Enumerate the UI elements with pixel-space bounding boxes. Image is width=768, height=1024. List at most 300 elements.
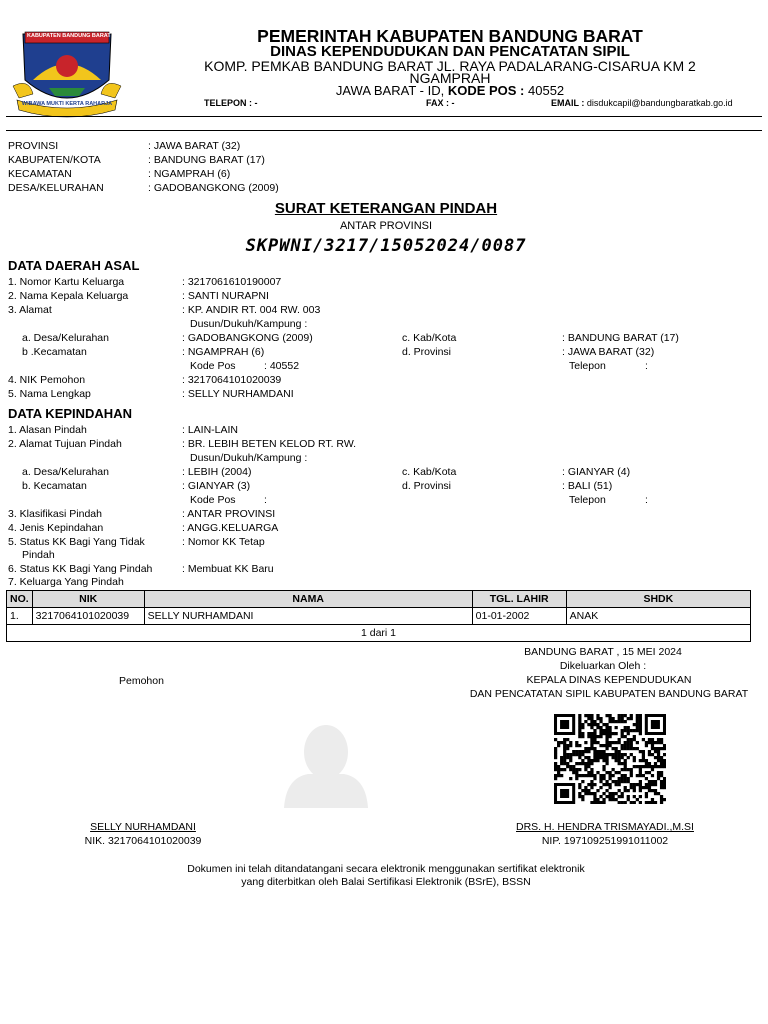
qr-module [657, 777, 660, 780]
qr-module [605, 747, 608, 750]
qr-module [596, 717, 599, 720]
qr-module [624, 786, 627, 789]
qr-module [624, 741, 627, 744]
qr-module [621, 777, 624, 780]
pagination-text: 1 dari 1 [7, 625, 751, 642]
qr-module [663, 780, 666, 783]
qr-module [645, 759, 648, 762]
col-tgl-lahir: TGL. LAHIR [472, 591, 566, 608]
qr-module [627, 795, 630, 798]
asal-alamat-label: 3. Alamat [8, 304, 52, 316]
qr-module [627, 726, 630, 729]
pindah-kabkota-label: c. Kab/Kota [402, 466, 457, 478]
qr-module [633, 801, 636, 804]
asal-desa-value: : GADOBANGKONG (2009) [182, 332, 313, 344]
qr-module [599, 786, 602, 789]
qr-module [608, 726, 611, 729]
qr-module [618, 759, 621, 762]
qr-module [618, 714, 621, 717]
qr-module [575, 753, 578, 756]
qr-module [639, 720, 642, 723]
qr-module [660, 795, 663, 798]
qr-module [654, 747, 657, 750]
qr-module [596, 756, 599, 759]
qr-module [608, 792, 611, 795]
qr-module [566, 738, 569, 741]
qr-module [608, 798, 611, 801]
qr-module [663, 762, 666, 765]
qr-module [615, 750, 618, 753]
qr-module [593, 801, 596, 804]
qr-module [663, 777, 666, 780]
qr-module [554, 747, 557, 750]
qr-module [663, 747, 666, 750]
qr-module [636, 798, 639, 801]
qr-module [630, 801, 633, 804]
qr-module [624, 744, 627, 747]
qr-module [660, 765, 663, 768]
qr-module [584, 750, 587, 753]
qr-module [578, 753, 581, 756]
qr-module [663, 783, 666, 786]
qr-module [615, 792, 618, 795]
qr-module [590, 783, 593, 786]
qr-module [615, 720, 618, 723]
asal-nik-label: 4. NIK Pemohon [8, 374, 86, 386]
qr-module [599, 720, 602, 723]
qr-module [590, 723, 593, 726]
qr-module [578, 750, 581, 753]
qr-module [605, 795, 608, 798]
qr-module [615, 759, 618, 762]
qr-module [657, 753, 660, 756]
qr-module [578, 756, 581, 759]
qr-module [615, 753, 618, 756]
asal-kk-value: : 3217061610190007 [182, 276, 282, 288]
qr-module [581, 735, 584, 738]
qr-module [587, 783, 590, 786]
pindah-status-tidak-value: : Nomor KK Tetap [182, 536, 265, 548]
qr-module [633, 723, 636, 726]
qr-module [608, 771, 611, 774]
qr-module [605, 759, 608, 762]
asal-nik-value: : 3217064101020039 [182, 374, 282, 386]
qr-module [663, 753, 666, 756]
qr-module [627, 717, 630, 720]
qr-module [639, 717, 642, 720]
qr-module [618, 780, 621, 783]
qr-module [572, 771, 575, 774]
qr-module [657, 738, 660, 741]
header-government: PEMERINTAH KABUPATEN BANDUNG BARAT [257, 26, 643, 46]
qr-module [651, 738, 654, 741]
header-email-label: EMAIL : [551, 98, 585, 108]
pindah-alasan-label: 1. Alasan Pindah [8, 424, 87, 436]
qr-module [651, 789, 654, 792]
qr-module [618, 777, 621, 780]
qr-module [587, 714, 590, 717]
qr-module [584, 768, 587, 771]
qr-module [624, 735, 627, 738]
qr-module [654, 741, 657, 744]
qr-module [593, 729, 596, 732]
qr-module [587, 723, 590, 726]
qr-module [587, 789, 590, 792]
header-address: KOMP. PEMKAB BANDUNG BARAT JL. RAYA PADALARANG-CISARUA KM 2 [204, 58, 696, 74]
asal-telepon-label: Telepon [569, 360, 606, 372]
region-kabupaten-value: : BANDUNG BARAT (17) [148, 154, 265, 166]
qr-module [578, 714, 581, 717]
qr-module [554, 765, 557, 768]
col-no: NO. [7, 591, 33, 608]
qr-module [590, 717, 593, 720]
qr-module [618, 795, 621, 798]
qr-module [618, 762, 621, 765]
qr-module [663, 744, 666, 747]
official-nip: NIP. 197109251991011002 [541, 835, 669, 847]
qr-module [645, 792, 648, 795]
qr-module [615, 780, 618, 783]
qr-module [648, 783, 651, 786]
qr-module [581, 750, 584, 753]
qr-module [605, 723, 608, 726]
qr-module [621, 768, 624, 771]
qr-module [560, 756, 563, 759]
qr-module [660, 783, 663, 786]
qr-module [581, 732, 584, 735]
qr-module [651, 753, 654, 756]
qr-module [654, 783, 657, 786]
region-kabupaten-label: KABUPATEN/KOTA [8, 154, 101, 166]
qr-module [590, 786, 593, 789]
qr-module [602, 783, 605, 786]
header-province: JAWA BARAT - ID, [335, 83, 448, 98]
qr-module [624, 729, 627, 732]
qr-module [624, 726, 627, 729]
qr-module [645, 762, 648, 765]
logo-title-text: KABUPATEN BANDUNG BARAT [27, 33, 111, 39]
asal-nama-value: : SELLY NURHAMDANI [182, 388, 294, 400]
pindah-kecamatan-value: : GIANYAR (3) [182, 480, 251, 492]
qr-module [627, 798, 630, 801]
qr-module [648, 762, 651, 765]
qr-module [612, 732, 615, 735]
asal-kk-label: 1. Nomor Kartu Keluarga [8, 276, 125, 288]
qr-module [587, 759, 590, 762]
qr-module [639, 765, 642, 768]
header-province-postcode [140, 83, 760, 98]
qr-module [578, 720, 581, 723]
qr-module [642, 753, 645, 756]
qr-module [633, 756, 636, 759]
qr-module [630, 783, 633, 786]
qr-finder [651, 720, 660, 729]
qr-module [590, 747, 593, 750]
qr-module [608, 714, 611, 717]
qr-module [639, 714, 642, 717]
asal-kabkota-label: c. Kab/Kota [402, 332, 457, 344]
qr-module [612, 747, 615, 750]
pindah-kodepos-label: Kode Pos [190, 494, 236, 506]
qr-module [627, 744, 630, 747]
qr-module [654, 765, 657, 768]
qr-module [554, 756, 557, 759]
qr-module [608, 744, 611, 747]
qr-module [615, 783, 618, 786]
cell-shdk: ANAK [566, 608, 750, 625]
qr-module [557, 771, 560, 774]
qr-module [608, 729, 611, 732]
qr-module [612, 741, 615, 744]
qr-module [560, 759, 563, 762]
qr-module [602, 798, 605, 801]
asal-kabkota-value: : BANDUNG BARAT (17) [562, 332, 679, 344]
qr-module [639, 726, 642, 729]
qr-module [569, 756, 572, 759]
qr-module [581, 798, 584, 801]
sign-place-date: BANDUNG BARAT , 15 MEI 2024 [524, 646, 682, 658]
qr-module [639, 789, 642, 792]
regency-logo [9, 28, 125, 118]
qr-module [581, 753, 584, 756]
qr-module [615, 732, 618, 735]
qr-module [578, 786, 581, 789]
qr-module [566, 753, 569, 756]
qr-module [654, 780, 657, 783]
qr-module [654, 750, 657, 753]
qr-finder [560, 789, 569, 798]
qr-module [572, 750, 575, 753]
qr-module [578, 774, 581, 777]
qr-module [648, 741, 651, 744]
qr-module [605, 780, 608, 783]
qr-module [596, 771, 599, 774]
qr-module [581, 726, 584, 729]
qr-module [590, 726, 593, 729]
qr-module [578, 795, 581, 798]
qr-module [630, 741, 633, 744]
qr-module [602, 753, 605, 756]
qr-module [599, 750, 602, 753]
qr-module [599, 735, 602, 738]
qr-module [624, 720, 627, 723]
qr-module [581, 789, 584, 792]
qr-module [630, 747, 633, 750]
region-kecamatan-label: KECAMATAN [8, 168, 72, 180]
pindah-kecamatan-label: b. Kecamatan [22, 480, 87, 492]
qr-module [554, 774, 557, 777]
qr-module [599, 732, 602, 735]
qr-module [645, 777, 648, 780]
qr-module [596, 714, 599, 717]
qr-module [624, 789, 627, 792]
qr-module [557, 774, 560, 777]
qr-module [575, 744, 578, 747]
qr-module [608, 720, 611, 723]
qr-module [621, 714, 624, 717]
qr-module [584, 741, 587, 744]
pindah-alasan-value: : LAIN-LAIN [182, 424, 239, 436]
qr-module [557, 765, 560, 768]
qr-module [596, 798, 599, 801]
qr-module [642, 738, 645, 741]
pindah-alamat-value: : BR. LEBIH BETEN KELOD RT. RW. [182, 438, 357, 450]
qr-module [639, 795, 642, 798]
col-nik: NIK [32, 591, 144, 608]
qr-module [636, 741, 639, 744]
qr-module [554, 768, 557, 771]
qr-module [633, 795, 636, 798]
qr-module [575, 771, 578, 774]
qr-module [584, 786, 587, 789]
header-postcode-label: KODE POS : [447, 83, 525, 98]
table-row [7, 608, 751, 625]
qr-module [602, 759, 605, 762]
qr-module [618, 720, 621, 723]
qr-module [621, 720, 624, 723]
qr-module [627, 777, 630, 780]
qr-module [602, 732, 605, 735]
qr-module [612, 795, 615, 798]
pindah-dusun-label: Dusun/Dukuh/Kampung : [190, 452, 308, 464]
qr-module [575, 777, 578, 780]
qr-module [599, 726, 602, 729]
qr-module [590, 735, 593, 738]
qr-module [660, 771, 663, 774]
qr-module [572, 753, 575, 756]
qr-module [587, 750, 590, 753]
qr-module [581, 723, 584, 726]
qr-module [575, 741, 578, 744]
document-subtitle: ANTAR PROVINSI [339, 220, 433, 232]
qr-module [578, 762, 581, 765]
qr-module [627, 747, 630, 750]
qr-module [654, 792, 657, 795]
qr-module [557, 768, 560, 771]
qr-module [639, 768, 642, 771]
pindah-telepon-label: Telepon [569, 494, 606, 506]
qr-module [584, 756, 587, 759]
qr-module [602, 768, 605, 771]
pindah-alamat-label: 2. Alamat Tujuan Pindah [8, 438, 122, 450]
qr-module [618, 801, 621, 804]
qr-module [648, 750, 651, 753]
qr-module [648, 765, 651, 768]
qr-module [605, 732, 608, 735]
sign-issued-by: Dikeluarkan Oleh : [559, 660, 647, 672]
qr-module [618, 741, 621, 744]
qr-module [590, 759, 593, 762]
qr-module [560, 768, 563, 771]
qr-module [590, 732, 593, 735]
section-pindah-heading: DATA KEPINDAHAN [8, 406, 132, 421]
asal-kodepos-value: : 40552 [264, 360, 300, 372]
qr-module [639, 783, 642, 786]
document-title: SURAT KETERANGAN PINDAH [274, 200, 498, 217]
qr-module [615, 756, 618, 759]
qr-module [554, 738, 557, 741]
sign-office-2: DAN PENCATATAN SIPIL KABUPATEN BANDUNG BARAT [469, 688, 749, 700]
qr-module [566, 765, 569, 768]
qr-module [563, 750, 566, 753]
qr-module [560, 774, 563, 777]
qr-module [587, 774, 590, 777]
qr-module [602, 801, 605, 804]
qr-module [651, 747, 654, 750]
qr-module [596, 735, 599, 738]
qr-module [621, 756, 624, 759]
qr-module [575, 774, 578, 777]
qr-module [660, 798, 663, 801]
region-desa-value: : GADOBANGKONG (2009) [148, 182, 279, 194]
pindah-status-pindah-value: : Membuat KK Baru [182, 563, 274, 575]
footer-line-2: yang diterbitkan oleh Balai Sertifikasi Elektronik (BSrE), BSSN [241, 876, 531, 888]
qr-module [636, 723, 639, 726]
qr-module [627, 789, 630, 792]
qr-module [587, 732, 590, 735]
qr-module [633, 789, 636, 792]
qr-module [630, 738, 633, 741]
document-number: SKPWNI/3217/15052024/0087 [245, 236, 527, 256]
qr-module [596, 726, 599, 729]
qr-module [605, 783, 608, 786]
qr-module [654, 762, 657, 765]
qr-module [633, 765, 636, 768]
qr-module [636, 726, 639, 729]
qr-module [630, 768, 633, 771]
qr-module [615, 747, 618, 750]
qr-module [575, 762, 578, 765]
qr-module [587, 792, 590, 795]
qr-module [612, 774, 615, 777]
qr-module [621, 717, 624, 720]
qr-module [587, 735, 590, 738]
qr-module [624, 714, 627, 717]
qr-module [660, 762, 663, 765]
qr-module [602, 750, 605, 753]
pagination-row [7, 625, 751, 642]
qr-module [657, 771, 660, 774]
qr-module [639, 723, 642, 726]
qr-module [608, 753, 611, 756]
qr-module [621, 729, 624, 732]
pindah-klasifikasi-label: 3. Klasifikasi Pindah [8, 508, 102, 520]
qr-module [605, 735, 608, 738]
qr-module [608, 795, 611, 798]
qr-module [599, 753, 602, 756]
qr-module [648, 771, 651, 774]
asal-kodepos-label: Kode Pos [190, 360, 236, 372]
qr-module [645, 801, 648, 804]
asal-kecamatan-value: : NGAMPRAH (6) [182, 346, 265, 358]
pemohon-name: SELLY NURHAMDANI [90, 821, 196, 833]
qr-module [618, 738, 621, 741]
qr-module [636, 729, 639, 732]
qr-module [575, 750, 578, 753]
asal-provinsi-value: : JAWA BARAT (32) [562, 346, 655, 358]
qr-module [587, 762, 590, 765]
qr-module [593, 774, 596, 777]
qr-module [621, 735, 624, 738]
region-provinsi-label: PROVINSI [8, 140, 59, 152]
qr-module [593, 792, 596, 795]
qr-module [563, 738, 566, 741]
qr-module [554, 753, 557, 756]
qr-module [605, 729, 608, 732]
pindah-desa-label: a. Desa/Kelurahan [22, 466, 109, 478]
qr-module [602, 777, 605, 780]
qr-module [645, 786, 648, 789]
